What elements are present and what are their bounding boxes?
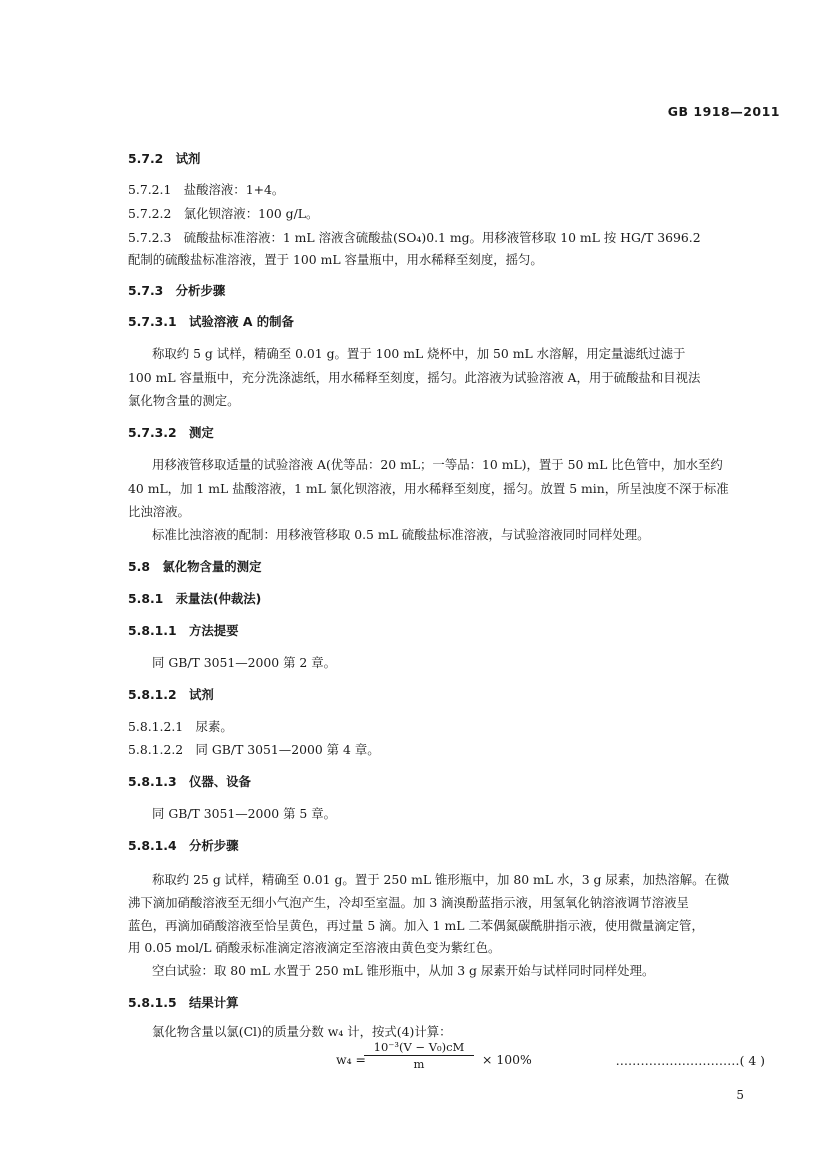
body-line: 沸下滴加硝酸溶液至无细小气泡产生，冷却至室温。加 3 滴溴酚蓝指示液，用氢氧化钠溶液调节溶液呈 <box>128 895 689 910</box>
body-line: 氯化物含量以氯(Cl)的质量分数 w₄ 计，按式(4)计算： <box>152 1024 452 1039</box>
body-line: 100 mL 容量瓶中，充分洗涤滤纸，用水稀释至刻度，摇匀。此溶液为试验溶液 A，用于硫酸盐和目视法 <box>128 370 701 385</box>
section-heading: 5.7.2 试剂 <box>128 151 201 166</box>
body-line: 5.8.1.2.1 尿素。 <box>128 719 233 734</box>
body-line: 配制的硫酸盐标准溶液，置于 100 mL 容量瓶中，用水稀释至刻度，摇匀。 <box>128 252 543 267</box>
page-number: 5 <box>736 1088 744 1102</box>
body-line: 标准比浊溶液的配制：用移液管移取 0.5 mL 硫酸盐标准溶液，与试验溶液同时同样处理。 <box>152 527 650 542</box>
section-heading: 5.7.3.2 测定 <box>128 425 214 440</box>
equation-fraction <box>364 1040 474 1071</box>
section-heading: 5.8.1.2 试剂 <box>128 687 214 702</box>
section-heading: 5.8.1 汞量法(仲裁法) <box>128 591 262 606</box>
section-heading: 5.8 氯化物含量的测定 <box>128 559 262 574</box>
section-heading: 5.8.1.3 仪器、设备 <box>128 774 251 789</box>
section-heading: 5.7.3.1 试验溶液 A 的制备 <box>128 314 294 329</box>
section-heading: 5.8.1.1 方法提要 <box>128 623 239 638</box>
body-line: 称取约 25 g 试样，精确至 0.01 g。置于 250 mL 锥形瓶中，加 80 mL 水，3 g 尿素，加热溶解。在微 <box>152 872 730 887</box>
body-line: 同 GB/T 3051—2000 第 5 章。 <box>152 806 337 821</box>
body-line: 蓝色，再滴加硝酸溶液至恰呈黄色，再过量 5 滴。加入 1 mL 二苯偶氮碳酰肼指示液，使用微量滴定管， <box>128 918 704 933</box>
equation-4 <box>336 1040 576 1076</box>
standard-code: GB 1918—2011 <box>667 104 780 119</box>
section-heading: 5.8.1.4 分析步骤 <box>128 838 239 853</box>
body-line: 40 mL，加 1 mL 盐酸溶液，1 mL 氯化钡溶液，用水稀释至刻度，摇匀。放置 5 min，所呈浊度不深于标准 <box>128 481 729 496</box>
body-line: 5.7.2.1 盐酸溶液：1+4。 <box>128 182 285 197</box>
body-line: 5.7.2.3 硫酸盐标准溶液：1 mL 溶液含硫酸盐(SO₄)0.1 mg。用移液管移取 10 mL 按 HG/T 3696.2 <box>128 230 701 245</box>
body-line: 称取约 5 g 试样，精确至 0.01 g。置于 100 mL 烧杯中，加 50 mL 水溶解，用定量滤纸过滤于 <box>152 346 686 361</box>
equation-numerator: 10⁻³(V − V₀)cM <box>364 1040 474 1056</box>
equation-lhs: w₄ = <box>336 1052 366 1067</box>
body-line: 5.8.1.2.2 同 GB/T 3051—2000 第 4 章。 <box>128 742 380 757</box>
body-line: 空白试验：取 80 mL 水置于 250 mL 锥形瓶中，从加 3 g 尿素开始与试样同时同样处理。 <box>152 963 655 978</box>
equation-number: …………………………( 4 ) <box>615 1053 765 1068</box>
body-line: 用移液管移取适量的试验溶液 A(优等品：20 mL；一等品：10 mL)，置于 50 mL 比色管中，加水至约 <box>152 457 723 472</box>
body-line: 比浊溶液。 <box>128 504 190 519</box>
body-line: 用 0.05 mol/L 硝酸汞标准滴定溶液滴定至溶液由黄色变为紫红色。 <box>128 940 501 955</box>
section-heading: 5.7.3 分析步骤 <box>128 283 226 298</box>
equation-percent: × 100% <box>482 1052 532 1067</box>
section-heading: 5.8.1.5 结果计算 <box>128 995 239 1010</box>
body-line: 5.7.2.2 氯化钡溶液：100 g/L。 <box>128 206 319 221</box>
equation-denominator: m <box>413 1057 425 1071</box>
body-line: 氯化物含量的测定。 <box>128 393 240 408</box>
body-line: 同 GB/T 3051—2000 第 2 章。 <box>152 655 337 670</box>
